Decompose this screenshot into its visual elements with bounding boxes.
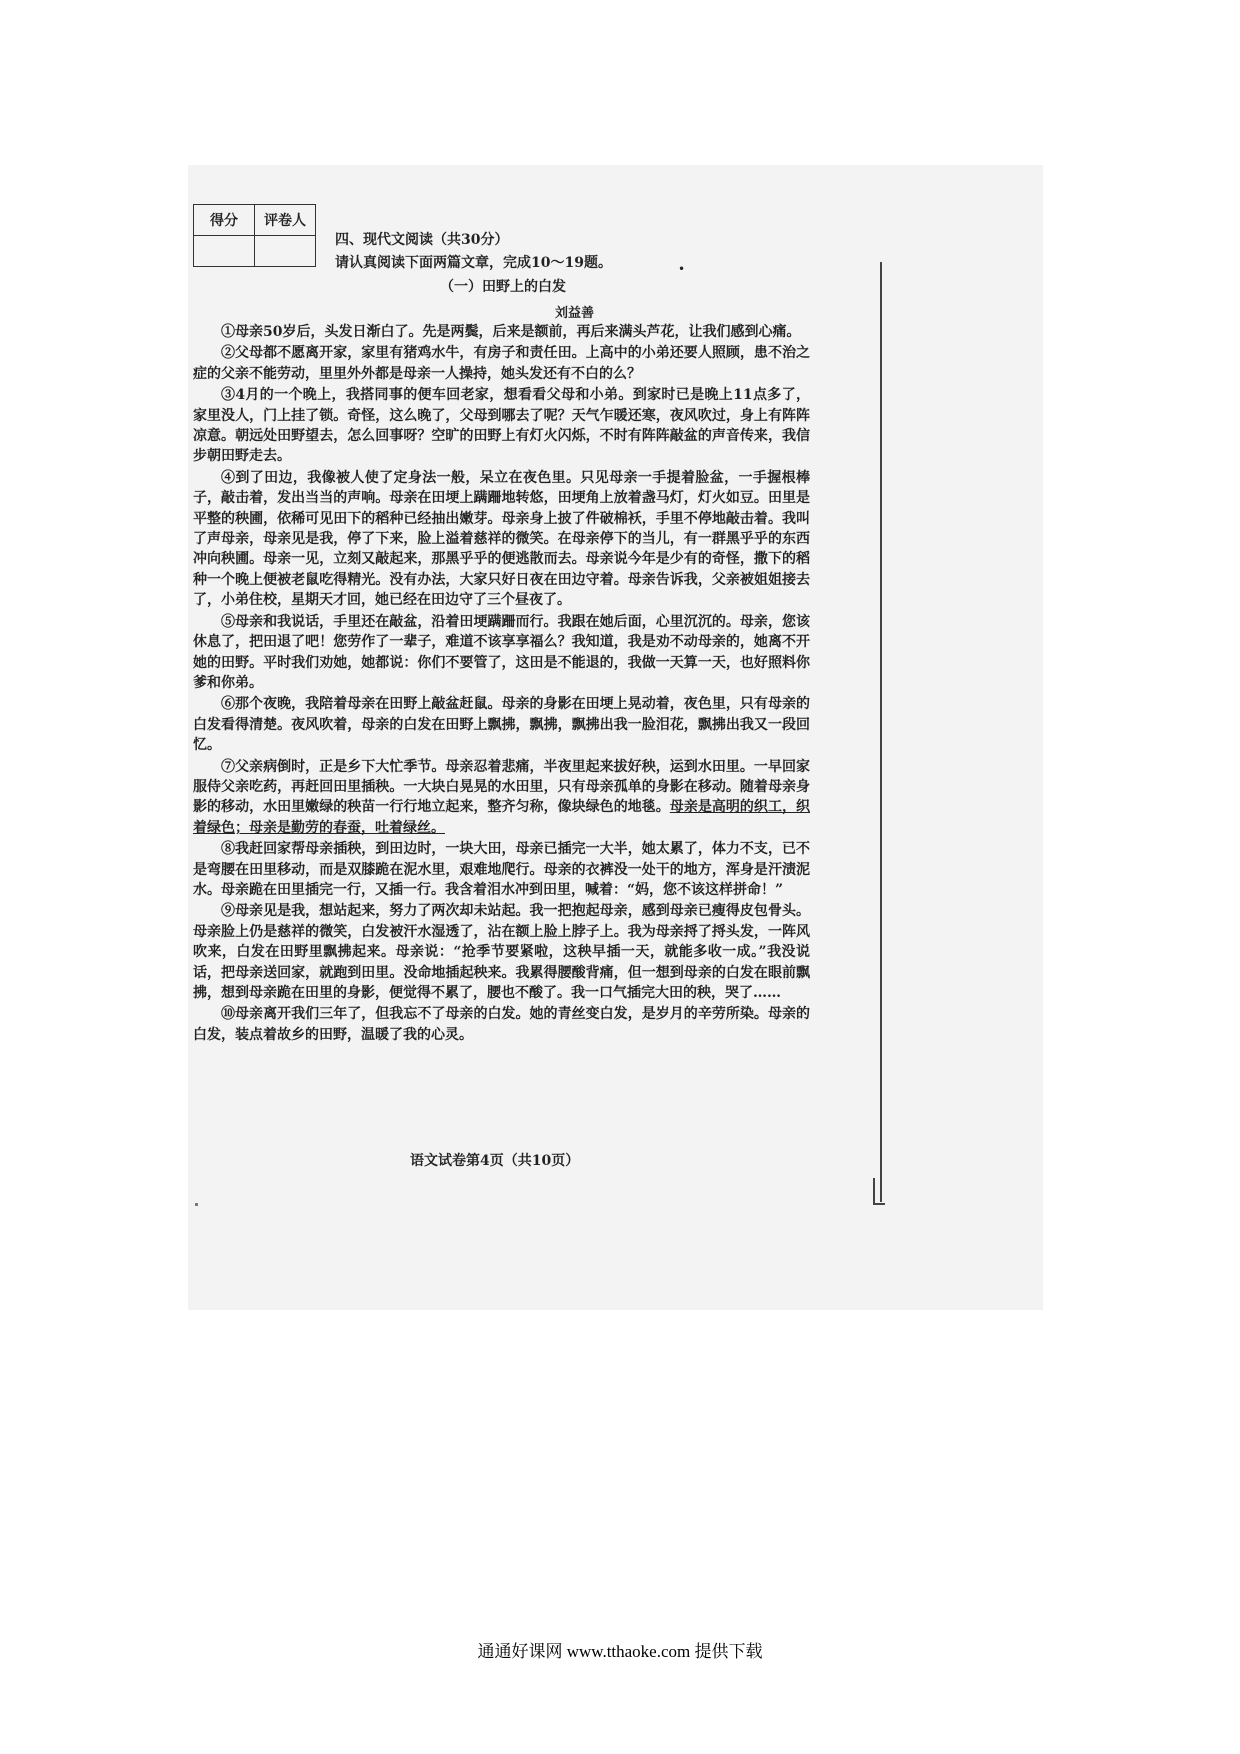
paragraph-2: ②父母都不愿离开家，家里有猪鸡水牛，有房子和责任田。上高中的小弟还要人照顾，患不治之症的父亲不能劳动，里里外外都是母亲一人操持，她头发还有不白的么？ bbox=[193, 345, 810, 382]
grader-label: 评卷人 bbox=[255, 205, 316, 236]
score-table bbox=[193, 204, 316, 267]
scan-speck: • bbox=[678, 262, 686, 276]
passage-title: （一）田野上的白发 bbox=[440, 279, 566, 295]
instruction: 请认真阅读下面两篇文章，完成10～19题。 bbox=[335, 255, 612, 271]
passage-body bbox=[193, 322, 810, 1046]
underlined-sentence: 母亲是高明的织工，织着绿色；母亲是勤劳的春蚕，吐着绿丝。 bbox=[193, 799, 811, 836]
site-footer: 通通好课网 www.tthaoke.com 提供下载 bbox=[477, 1642, 763, 1661]
margin-line bbox=[880, 262, 882, 1202]
corner-mark-base bbox=[873, 1203, 885, 1205]
paragraph-8: ⑧我赶回家帮母亲插秧，到田边时，一块大田，母亲已插完一大半，她太累了，体力不支，已不是弯腰在田里移动，而是双膝跪在泥水里，艰难地爬行。母亲的衣裤没一处干的地方，浑身是汗渍泥水。母亲跪在田里插完一行，又插一行。我含着泪水冲到田里，喊着：“妈，您不该这样拼命！” bbox=[193, 841, 810, 898]
score-cell bbox=[194, 236, 255, 267]
grader-cell bbox=[255, 236, 316, 267]
corner-mark bbox=[873, 1178, 875, 1204]
scan-speck-2 bbox=[195, 1203, 198, 1206]
paragraph-6: ⑥那个夜晚，我陪着母亲在田野上敲盆赶鼠。母亲的身影在田埂上晃动着，夜色里，只有母亲的白发看得清楚。夜风吹着，母亲的白发在田野上飘拂，飘拂，飘拂出我一脸泪花，飘拂出我又一段回忆。 bbox=[193, 696, 810, 754]
paragraph-4: ④到了田边，我像被人使了定身法一般，呆立在夜色里。只见母亲一手提着脸盆，一手握根棒子，敲击着，发出当当的声响。母亲在田埂上蹒跚地转悠，田埂角上放着盏马灯，灯火如豆。田里是平整的秧圃，依稀可见田下的稻种已经抽出嫩芽。母亲身上披了件破棉袄，手里不停地敲击着。我叫了声母亲，母亲见是我，停了下来，脸上溢着慈祥的微笑。在母亲停下的当儿，有一群黑乎乎的东西冲向秧圃。母亲一见，立刻又敲起来，那黑乎乎的便逃散而去。母亲说今年是少有的奇怪，撒下的稻种一个晚上便被老鼠吃得精光。没有办法，大家只好日夜在田边守着。母亲告诉我，父亲被姐姐接去了，小弟住校，星期天才回，她已经在田边守了三个昼夜了。 bbox=[193, 469, 810, 609]
page-number: 语文试卷第4页（共10页） bbox=[410, 1153, 580, 1169]
paragraph-1: ①母亲50岁后，头发日渐白了。先是两鬓，后来是额前，再后来满头芦花，让我们感到心痛。 bbox=[221, 324, 801, 340]
score-label: 得分 bbox=[194, 205, 255, 236]
section-title: 四、现代文阅读（共30分） bbox=[335, 232, 509, 248]
paragraph-9: ⑨母亲见是我，想站起来，努力了两次却未站起。我一把抱起母亲，感到母亲已瘦得皮包骨头。母亲脸上仍是慈祥的微笑，白发被汗水湿透了，沾在额上脸上脖子上。我为母亲捋了捋头发，一阵风吹来，白发在田野里飘拂起来。母亲说：“抢季节要紧啦，这秧早插一天，就能多收一成。”我没说话，把母亲送回家，就跑到田里。没命地插起秧来。我累得腰酸背痛，但一想到母亲的白发在眼前飘拂，想到母亲跪在田里的身影，便觉得不累了，腰也不酸了。我一口气插完大田的秧，哭了…… bbox=[193, 903, 810, 1001]
paragraph-10: ⑩母亲离开我们三年了，但我忘不了母亲的白发。她的青丝变白发，是岁月的辛劳所染。母亲的白发，装点着故乡的田野，温暖了我的心灵。 bbox=[193, 1006, 810, 1043]
paragraph-7-text: ⑦父亲病倒时，正是乡下大忙季节。母亲忍着悲痛，半夜里起来拔好秧，运到水田里。一早回家服侍父亲吃药，再赶回田里插秧。一大块白晃晃的水田里，只有母亲孤单的身影在移动。随着母亲身影的移动，水田里嫩绿的秧苗一行行地立起来，整齐匀称，像块绿色的地毯。 bbox=[193, 758, 810, 816]
paragraph-3: ③4月的一个晚上，我搭同事的便车回老家，想看看父母和小弟。到家时已是晚上11点多了，家里没人，门上挂了锁。奇怪，这么晚了，父母到哪去了呢？天气乍暖还寒，夜风吹过，身上有阵阵凉意。朝远处田野望去，怎么回事呀？空旷的田野上有灯火闪烁，不时有阵阵敲盆的声音传来，我信步朝田野走去。 bbox=[193, 387, 810, 465]
paragraph-7 bbox=[193, 757, 810, 839]
paragraph-5: ⑤母亲和我说话，手里还在敲盆，沿着田埂蹒跚而行。我跟在她后面，心里沉沉的。母亲，您该休息了，把田退了吧！您劳作了一辈子，难道不该享享福么？我知道，我是劝不动母亲的，她离不开她的田野。平时我们劝她，她都说：你们不要管了，这田是不能退的，我做一天算一天，也好照料你爹和你弟。 bbox=[193, 613, 810, 691]
author: 刘益善 bbox=[555, 306, 595, 321]
